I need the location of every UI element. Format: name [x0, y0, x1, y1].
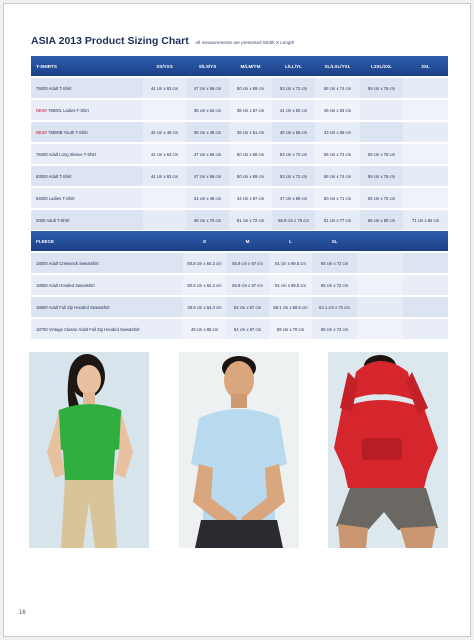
measurement-cell: [357, 275, 403, 295]
measurement-cell: 50.8 cm x 64.3 cm: [183, 275, 226, 295]
catalog-page: [3, 3, 471, 637]
measurement-cell: 35 cm x 54 cm: [186, 100, 229, 120]
measurement-cell: 47 cm x 66 cm: [186, 144, 229, 164]
measurement-cell: 48.9 cm x 64.3 cm: [183, 297, 226, 317]
measurement-cell: [403, 297, 448, 317]
product-name-cell: [31, 188, 143, 208]
product-name-cell: [31, 144, 143, 164]
measurement-cell: 56 cm x 74 cm: [315, 78, 360, 98]
measurement-cell: 59.1 cm x 69.5 cm: [269, 297, 312, 317]
fleece-sizing-table: [31, 229, 448, 341]
tshirt-header-size: L2XL/2XL: [360, 56, 403, 76]
page-number: 16: [19, 610, 26, 616]
measurement-cell: [357, 297, 403, 317]
measurement-cell: 66 cm x 72 cm: [312, 275, 357, 295]
measurement-cell: 61 cm x 69.5 cm: [269, 275, 312, 295]
product-name-cell: [31, 100, 143, 120]
title-row: [31, 31, 451, 47]
measurement-cell: [403, 188, 448, 208]
measurement-cell: 43 cm x 59 cm: [315, 122, 360, 142]
fleece-header-size: [403, 231, 448, 251]
measurement-cell: 34 cm x 45 cm: [143, 122, 186, 142]
product-name: 64000 Ladies T-Shirt: [36, 195, 75, 201]
measurement-cell: 61 cm x 69.5 cm: [269, 253, 312, 273]
measurement-cell: 49 cm x 65 cm: [183, 319, 226, 339]
table-row: [31, 297, 448, 317]
measurement-cell: 66 cm x 80 cm: [360, 210, 403, 230]
measurement-cell: 66 cm x 72 cm: [312, 253, 357, 273]
product-name: 76000L Ladies T-Shirt: [48, 107, 89, 113]
measurement-cell: 59 cm x 70 cm: [269, 319, 312, 339]
fleece-header-product: FLEECE: [31, 231, 183, 251]
table-row: [31, 319, 448, 339]
product-name: 18500 Adult Hooded Sweatshirt: [31, 275, 183, 295]
table-row: [31, 166, 448, 186]
measurement-cell: [403, 100, 448, 120]
new-badge: NEW!: [36, 129, 47, 135]
table-row: [31, 253, 448, 273]
measurement-cell: 46 cm x 70 cm: [186, 210, 229, 230]
measurement-cell: 59 cm x 76 cm: [360, 78, 403, 98]
product-name-cell: [31, 210, 143, 230]
product-name-cell: [31, 166, 143, 186]
measurement-cell: 38 cm x 57 cm: [229, 100, 272, 120]
tshirt-header-row: [31, 56, 448, 76]
measurement-cell: 41 cm x 60 cm: [272, 100, 315, 120]
measurement-cell: 44 cm x 63 cm: [143, 78, 186, 98]
tshirt-header-size: L/LL/YL: [272, 56, 315, 76]
fleece-header-size: S: [183, 231, 226, 251]
measurement-cell: 47 cm x 69 cm: [272, 188, 315, 208]
tshirt-header-size: 3XL: [403, 56, 448, 76]
measurement-cell: 47 cm x 66 cm: [186, 78, 229, 98]
woman-green-tshirt-photo-icon: [29, 352, 149, 548]
table-row: [31, 188, 448, 208]
fleece-header-size: XL: [312, 231, 357, 251]
fleece-header-size: M: [226, 231, 269, 251]
measurement-cell: 50 cm x 69 cm: [229, 166, 272, 186]
measurement-cell: 43 cm x 67 cm: [229, 188, 272, 208]
measurement-cell: 56 cm x 74 cm: [315, 144, 360, 164]
product-name-cell: [31, 78, 143, 98]
measurement-cell: [360, 122, 403, 142]
measurement-cell: 53 cm x 72 cm: [272, 78, 315, 98]
measurement-cell: 59 cm x 76 cm: [360, 144, 403, 164]
measurement-cell: 53 cm x 72 cm: [272, 144, 315, 164]
measurement-cell: 45 cm x 63 cm: [315, 100, 360, 120]
measurement-cell: [403, 319, 448, 339]
measurement-cell: [143, 188, 186, 208]
measurement-cell: [403, 253, 448, 273]
measurement-cell: 61 cm x 77 cm: [315, 210, 360, 230]
measurement-cell: [403, 166, 448, 186]
tshirt-header-size: XS/YXS: [143, 56, 186, 76]
tshirt-header-size: M/LM/YM: [229, 56, 272, 76]
measurement-cell: 65 cm x 72 cm: [312, 319, 357, 339]
new-badge: NEW!: [36, 107, 47, 113]
table-row: [31, 275, 448, 295]
page-title: ASIA 2013 Product Sizing Chart: [31, 35, 189, 47]
fleece-header-size: L: [269, 231, 312, 251]
product-name: 76400 Adult Long Sleeve T-Shirt: [36, 151, 96, 157]
measurement-cell: 50 cm x 69 cm: [229, 78, 272, 98]
measurement-cell: 36 cm x 48 cm: [186, 122, 229, 142]
tshirt-header-size: S/LS/YS: [186, 56, 229, 76]
fleece-header-row: [31, 231, 448, 251]
measurement-cell: 56 cm x 72 cm: [360, 188, 403, 208]
measurement-cell: 38 cm x 51 cm: [229, 122, 272, 142]
measurement-cell: [403, 275, 448, 295]
product-name: 2000 Adult T-Shirt: [36, 217, 70, 223]
measurement-cell: 64.1 cm x 72 cm: [312, 297, 357, 317]
measurement-cell: 47 cm x 66 cm: [186, 166, 229, 186]
table-row: [31, 78, 448, 98]
table-row: [31, 100, 448, 120]
measurement-cell: [403, 144, 448, 164]
measurement-cell: [360, 100, 403, 120]
measurement-cell: 54 cm x 67 cm: [226, 319, 269, 339]
measurement-cell: 50 cm x 69 cm: [229, 144, 272, 164]
measurement-cell: 51 cm x 72 cm: [229, 210, 272, 230]
page-subtitle: All measurements are presented Width X Length: [195, 40, 295, 45]
measurement-cell: 55.9 cm x 67 cm: [226, 275, 269, 295]
measurement-cell: [143, 210, 186, 230]
measurement-cell: 41 cm x 46 cm: [186, 188, 229, 208]
product-name: 18600 Adult Full Zip Hooded Sweatshirt: [31, 297, 183, 317]
product-name-cell: [31, 122, 143, 142]
measurement-cell: [143, 100, 186, 120]
product-name: 18700 Vintage Classic Adult Full Zip Hooded Sweatshirt: [31, 319, 183, 339]
product-name: 63000 Adult T-Shirt: [36, 173, 72, 179]
measurement-cell: 55.9 cm x 67 cm: [226, 253, 269, 273]
man-red-hoodie-photo-icon: [328, 352, 448, 548]
fleece-header-size: [357, 231, 403, 251]
measurement-cell: 56 cm x 74 cm: [315, 166, 360, 186]
table-row: [31, 122, 448, 142]
product-name: 76000 Adult T-Shirt: [36, 85, 72, 91]
measurement-cell: [403, 122, 448, 142]
measurement-cell: 54 cm x 67 cm: [226, 297, 269, 317]
table-row: [31, 210, 448, 230]
measurement-cell: 44 cm x 63 cm: [143, 144, 186, 164]
measurement-cell: 55.9 cm x 75 cm: [272, 210, 315, 230]
table-row: [31, 144, 448, 164]
tshirt-header-size: XL/LXL/YXL: [315, 56, 360, 76]
measurement-cell: 50 cm x 71 cm: [315, 188, 360, 208]
tshirt-header-product: T-SHIRTS: [31, 56, 143, 76]
measurement-cell: [357, 253, 403, 273]
product-name: 76000B Youth T-Shirt: [48, 129, 88, 135]
measurement-cell: 71 cm x 82 cm: [403, 210, 448, 230]
tshirt-sizing-table: [31, 54, 448, 232]
measurement-cell: 50.8 cm x 64.3 cm: [183, 253, 226, 273]
man-light-blue-tshirt-photo-icon: [179, 352, 299, 548]
measurement-cell: 59 cm x 76 cm: [360, 166, 403, 186]
measurement-cell: 44 cm x 63 cm: [143, 166, 186, 186]
measurement-cell: 53 cm x 72 cm: [272, 166, 315, 186]
product-name: 18000 Adult Crewneck Sweatshirt: [31, 253, 183, 273]
measurement-cell: 40 cm x 55 cm: [272, 122, 315, 142]
measurement-cell: [357, 319, 403, 339]
measurement-cell: [403, 78, 448, 98]
